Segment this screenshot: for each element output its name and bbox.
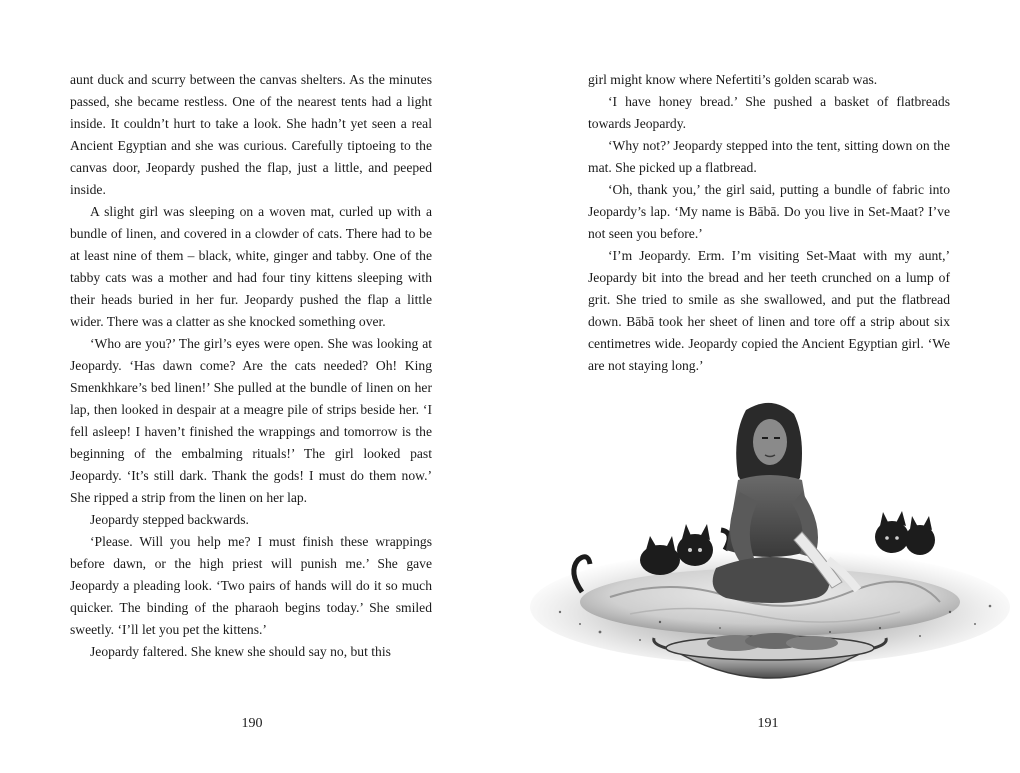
paragraph: ‘I have honey bread.’ She pushed a basket of flatbreads towards Jeopardy.	[588, 94, 950, 131]
page-number-right: 191	[757, 716, 779, 731]
paragraph: girl might know where Nefertiti’s golden scarab was.	[588, 72, 878, 87]
page-number-left: 190	[241, 716, 263, 731]
paragraph: ‘Please. Will you help me? I must finish these wrappings before dawn, or the high priest will punish me.’ She gave Jeopardy a pleading look. ‘Two pairs of hands will do it so much quicker. The binding of the pharaoh begins today.’ She smiled sweetly. ‘I’ll let you pet the kittens.’	[70, 534, 432, 637]
girl-with-cats-and-bread-illustration	[520, 392, 1020, 710]
paragraph: A slight girl was sleeping on a woven mat, curled up with a bundle of linen, and covered in a clowder of cats. There had to be at least nine of them – black, white, ginger and tabby. One of the tabby cats was a mother and had four tiny kittens sleeping with their heads buried in her fur. Jeopardy pushed the flap a little wider. There was a clatter as she knocked something over.	[70, 204, 432, 329]
paragraph: aunt duck and scurry between the canvas shelters. As the minutes passed, she became restless. One of the nearest tents had a light inside. It couldn’t hurt to take a look. She hadn’t yet seen a real Ancient Egyptian and she was curious. Carefully tiptoeing to the canvas door, Jeopardy pushed the flap, just a little, and peeped inside.	[70, 72, 432, 197]
left-page-text	[70, 69, 432, 663]
cat-group-right	[875, 511, 935, 555]
paragraph: ‘Why not?’ Jeopardy stepped into the tent, sitting down on the mat. She picked up a flatbread.	[588, 138, 950, 175]
legs	[713, 557, 830, 603]
face	[753, 419, 787, 465]
paragraph: ‘I’m Jeopardy. Erm. I’m visiting Set-Maat with my aunt,’ Jeopardy bit into the bread and her teeth crunched on a lump of grit. She tried to smile as she swallowed, and put the flatbread down. Bābā took her sheet of linen and tore off a strip about six centimetres wide. Jeopardy copied the Ancient Egyptian girl. ‘We are not staying long.’	[588, 248, 950, 373]
right-page-text	[588, 69, 950, 377]
paragraph: Jeopardy stepped backwards.	[90, 512, 249, 527]
paragraph: ‘Who are you?’ The girl’s eyes were open. She was looking at Jeopardy. ‘Has dawn come? Are the cats needed? Oh! King Smenkhkare’s bed linen!’ She pulled at the bundle of linen on her lap, then looked in despair at a meagre pile of strips beside her. ‘I fell asleep! I haven’t finished the wrappings and tomorrow is the beginning of the embalming rituals!’ The girl looked past Jeopardy. ‘It’s still dark. Thank the gods! I must do them now.’ She ripped a strip from the linen on her lap.	[70, 336, 432, 505]
right-page	[510, 0, 1020, 773]
paragraph: Jeopardy faltered. She knew she should say no, but this	[90, 644, 391, 659]
paragraph: ‘Oh, thank you,’ the girl said, putting a bundle of fabric into Jeopardy’s lap. ‘My name is Bābā. Do you live in Set-Maat? I’ve not seen you before.’	[588, 182, 950, 241]
